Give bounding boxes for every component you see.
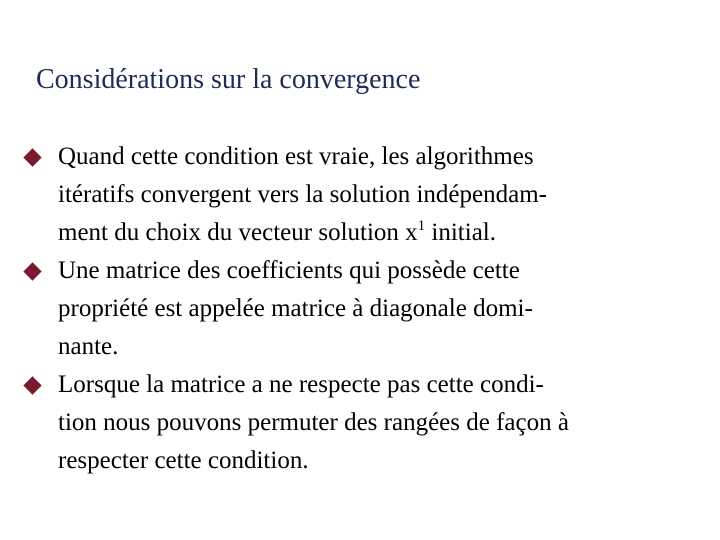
bullet-2-line-3: nante. (58, 333, 119, 360)
diamond-bullet-icon (23, 376, 41, 394)
bullet-1-line-1: Quand cette condition est vraie, les algorithmes (58, 143, 534, 170)
bullet-1-line-3-text: ment du choix du vecteur solution x (58, 219, 418, 246)
superscript-index: 1 (417, 218, 426, 234)
bullet-1-line-2: itératifs convergent vers la solution indépendam- (58, 181, 547, 208)
bullet-list (0, 138, 720, 480)
bullet-item-2 (0, 252, 720, 366)
bullet-3-line-2: tion nous pouvons permuter des rangées de façon à (58, 409, 569, 436)
diamond-bullet-icon (23, 262, 41, 280)
bullet-1-line-3 (58, 214, 710, 252)
bullet-2-line-2: propriété est appelée matrice à diagonale domi- (58, 295, 533, 322)
bullet-3-line-1: Lorsque la matrice a ne respecte pas cette condi- (58, 371, 544, 398)
bullet-1-line-3-end: initial. (425, 219, 496, 246)
bullet-3-line-3: respecter cette condition. (58, 447, 309, 474)
bullet-item-3 (0, 366, 720, 480)
bullet-text-1 (58, 138, 710, 252)
diamond-bullet-icon (23, 148, 41, 166)
slide-title: Considérations sur la convergence (36, 64, 421, 95)
bullet-text-3 (58, 366, 710, 480)
bullet-item-1 (0, 138, 720, 252)
bullet-text-2 (58, 252, 710, 366)
bullet-2-line-1: Une matrice des coefficients qui possède cette (58, 257, 520, 284)
